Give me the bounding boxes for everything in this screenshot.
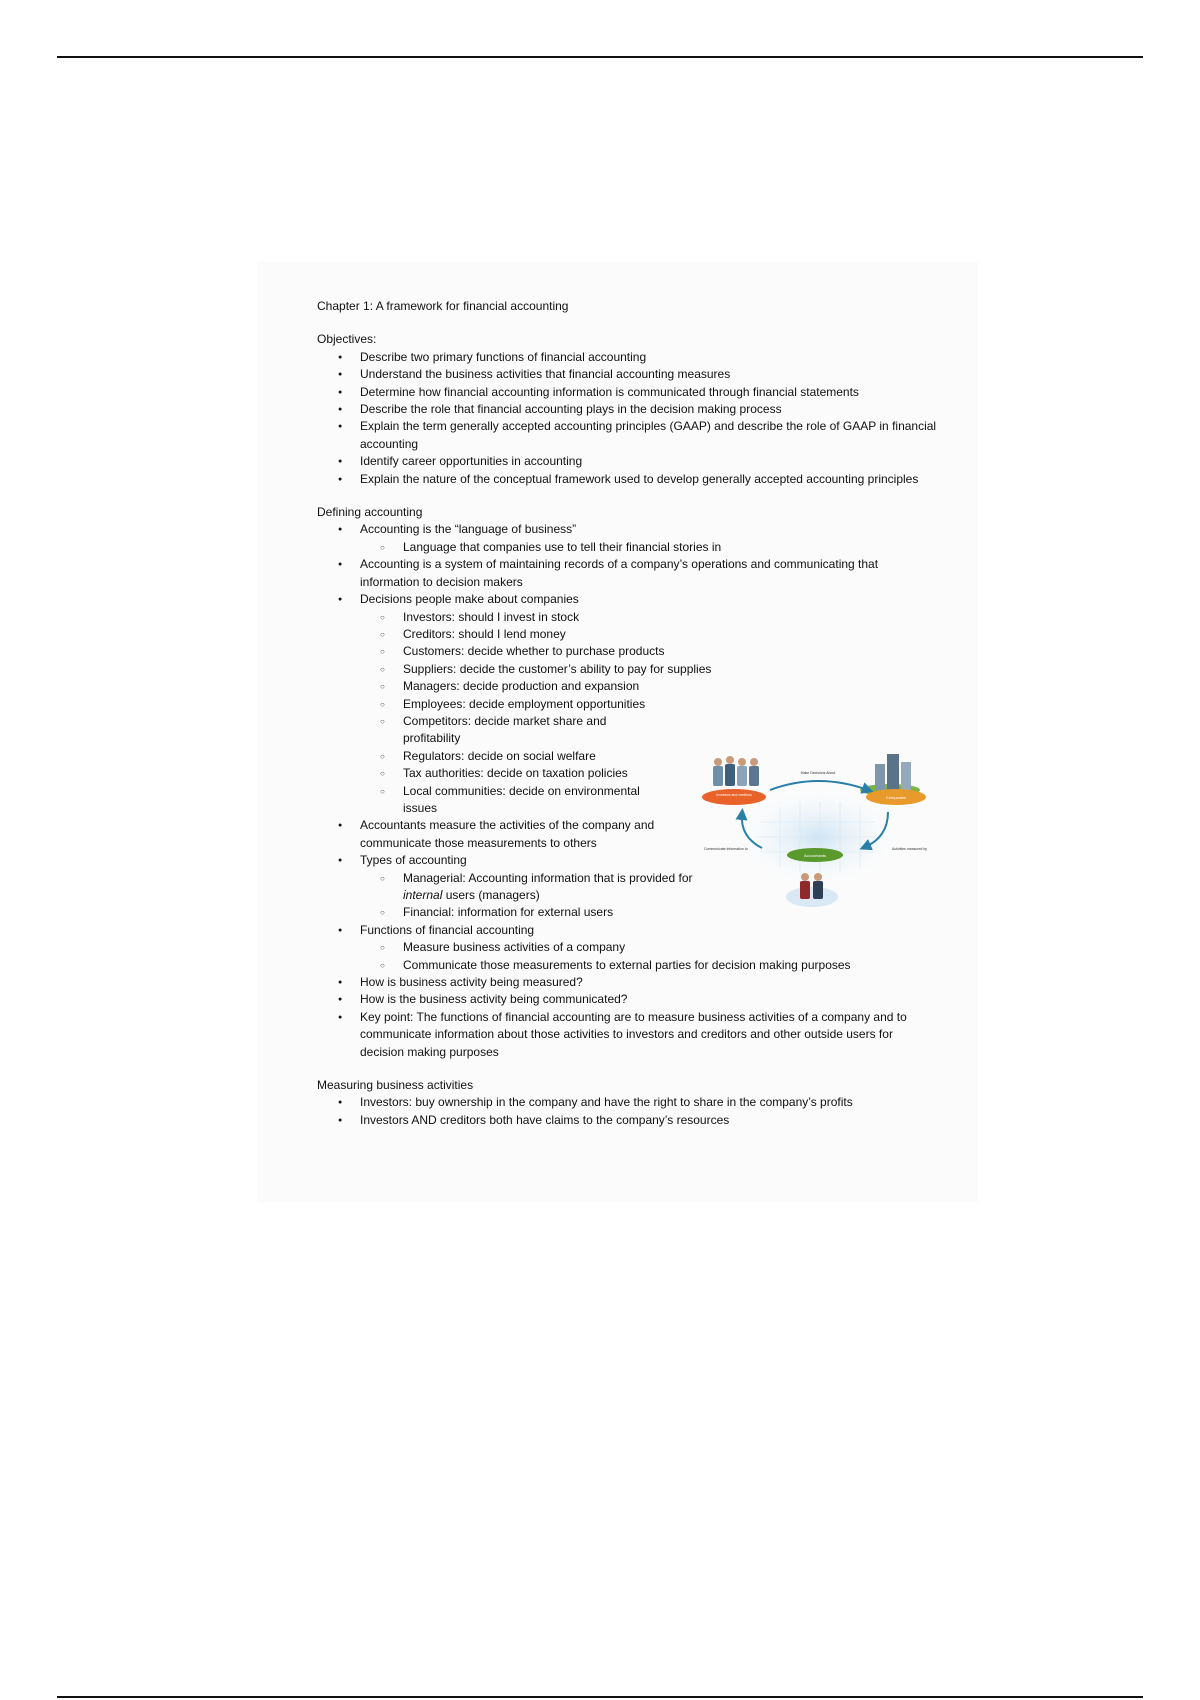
sub-list-item: ○ Creditors: should I lend money — [317, 626, 937, 643]
investors-node — [702, 789, 766, 805]
sub-list-item — [317, 870, 708, 905]
list-item: ● Investors AND creditors both have claims to the company’s resources — [317, 1112, 937, 1129]
list-item: ● How is business activity being measured? — [317, 974, 937, 991]
list-item: ● Accountants measure the activities of the company and communicate those measurements to others — [317, 817, 665, 852]
list-item: ● Key point: The functions of financial accounting are to measure business activities of a company and to communicate information about those activities to investors and creditors and other outside users for decision making purposes — [317, 1009, 937, 1061]
defining-heading: Defining accounting — [317, 505, 423, 520]
managerial-text-post: users (managers) — [442, 888, 540, 902]
document-content — [317, 298, 937, 1129]
list-item: ● Decisions people make about companies — [317, 591, 937, 608]
sub-list-item: ○ Regulators: decide on social welfare — [317, 748, 937, 765]
left-arrow-label: Communicate information to — [704, 847, 748, 851]
right-arrow-label: Activities measured by — [892, 847, 928, 851]
sub-list-item: ○ Language that companies use to tell their financial stories in — [317, 539, 937, 556]
accounting-cycle-diagram — [700, 752, 936, 922]
top-arrow-label: Make Decisions About — [800, 771, 836, 775]
companies-node-label: Companies — [885, 795, 907, 800]
list-item: ● Functions of financial accounting — [317, 922, 937, 939]
measuring-list — [317, 1094, 937, 1129]
managerial-text-emphasis: internal — [403, 888, 443, 902]
list-item: ● How is the business activity being communicated? — [317, 991, 937, 1008]
list-item: ● Accounting is the “language of business” — [317, 521, 937, 538]
list-item: ● Determine how financial accounting information is communicated through financial statements — [317, 384, 937, 401]
measuring-heading: Measuring business activities — [317, 1078, 474, 1093]
sub-list-item: ○ Tax authorities: decide on taxation policies — [317, 765, 937, 782]
list-item: ● Describe the role that financial accounting plays in the decision making process — [317, 401, 937, 418]
managerial-text-pre: Managerial: Accounting information that is provided for — [403, 870, 693, 885]
list-item: ● Investors: buy ownership in the company and have the right to share in the company’s profits — [317, 1094, 937, 1111]
sub-list-item: ○ Competitors: decide market share and profitability — [317, 713, 663, 748]
sub-list-item: ○ Measure business activities of a company — [317, 939, 937, 956]
accountants-node-label: Accountants — [803, 853, 827, 858]
sub-list-item: ○ Customers: decide whether to purchase products — [317, 643, 937, 660]
bottom-rule — [57, 1696, 1143, 1698]
sub-list-item: ○ Suppliers: decide the customer’s ability to pay for supplies — [317, 661, 937, 678]
list-item: ● Types of accounting — [317, 852, 937, 869]
top-rule — [57, 56, 1143, 58]
sub-list-item: ○ Financial: information for external users — [317, 904, 937, 921]
list-item: ● Explain the nature of the conceptual framework used to develop generally accepted accounting principles — [317, 471, 937, 488]
investors-people-icon — [713, 756, 759, 786]
sub-list-item: ○ Managers: decide production and expansion — [317, 678, 937, 695]
list-item: ● Explain the term generally accepted accounting principles (GAAP) and describe the role of GAAP in financial accounting — [317, 418, 937, 453]
objectives-heading: Objectives: — [317, 332, 377, 347]
list-item: ● Identify career opportunities in accounting — [317, 453, 937, 470]
investors-node-label: Investors and creditors — [716, 793, 752, 797]
sub-list-item: ○ Employees: decide employment opportunities — [317, 696, 937, 713]
sub-list-item: ○ Investors: should I invest in stock — [317, 609, 937, 626]
sub-list-item: ○ Local communities: decide on environmental issues — [317, 783, 663, 818]
list-item: ● Accounting is a system of maintaining records of a company’s operations and communicating that information to decision makers — [317, 556, 937, 591]
objectives-list — [317, 349, 937, 488]
sub-list-item: ○ Communicate those measurements to external parties for decision making purposes — [317, 957, 937, 974]
list-item: ● Understand the business activities that financial accounting measures — [317, 366, 937, 383]
chapter-title: Chapter 1: A framework for financial accounting — [317, 299, 569, 313]
list-item: ● Describe two primary functions of financial accounting — [317, 349, 937, 366]
